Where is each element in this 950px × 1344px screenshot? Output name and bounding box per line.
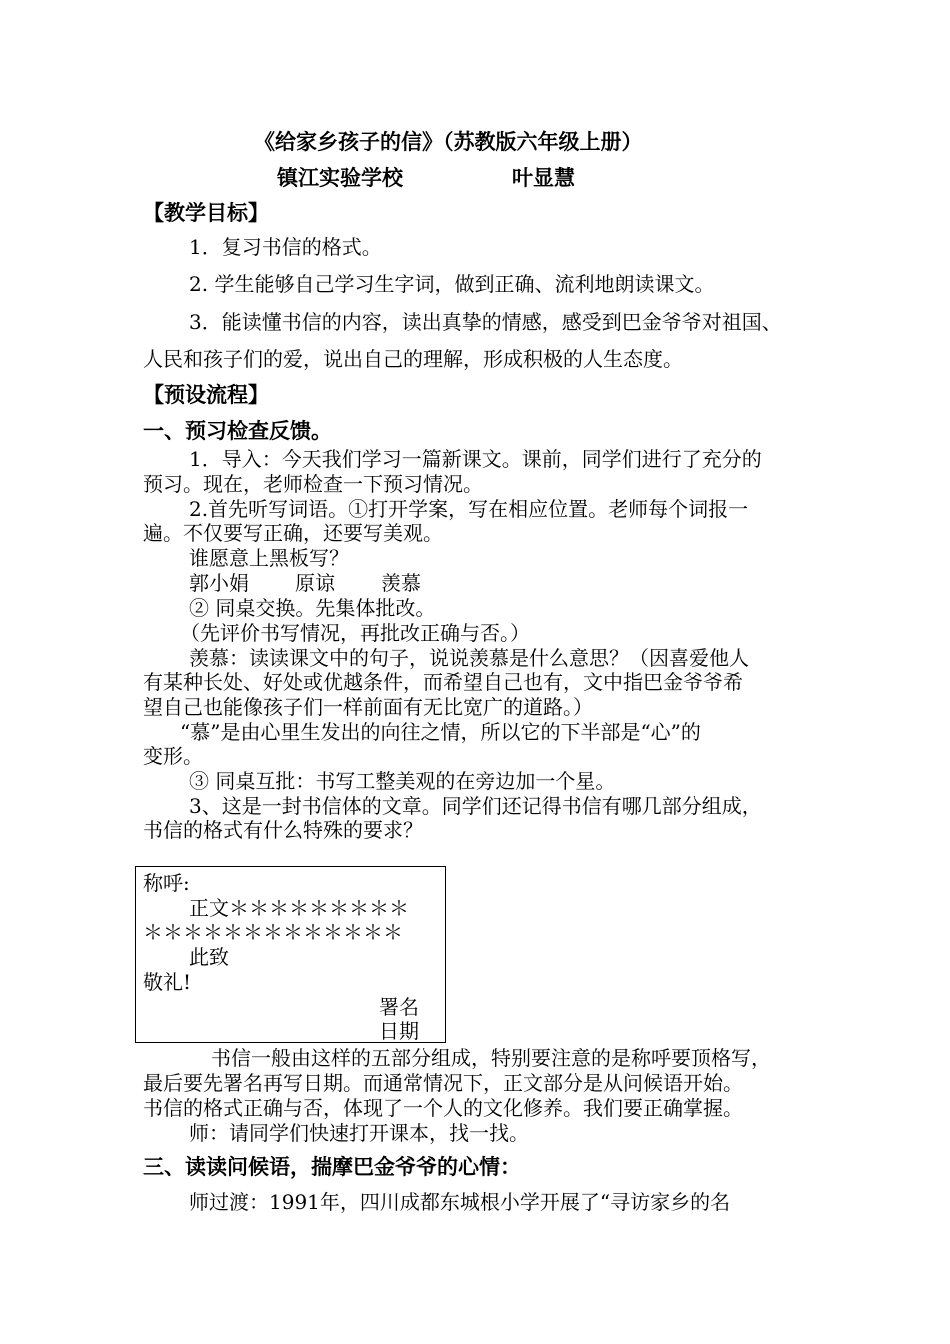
- paragraph-dictation-line2: 遍。不仅要写正确，还要写美观。: [143, 521, 443, 545]
- teacher-instruction: 师：请同学们快速打开课本，找一找。: [189, 1121, 529, 1145]
- paragraph-mu-line2: 变形。: [143, 744, 203, 768]
- goal-item-3-line2: 人民和孩子们的爱，说出自己的理解，形成积极的人生态度。: [143, 347, 683, 371]
- letter-body-line1: 正文＊＊＊＊＊＊＊＊＊: [189, 896, 409, 920]
- word-1: 郭小娟: [189, 571, 249, 595]
- letter-explanation-line2: 最后要先署名再写日期。而通常情况下，正文部分是从问候语开始。: [143, 1071, 743, 1095]
- paragraph-evaluate: （先评价书写情况，再批改正确与否。）: [180, 621, 530, 645]
- letter-date: 日期: [379, 1019, 419, 1043]
- paragraph-intro-line1: 1．导入：今天我们学习一篇新课文。课前，同学们进行了充分的: [189, 447, 762, 471]
- document-title: 《给家乡孩子的信》（苏教版六年级上册）: [254, 130, 643, 154]
- paragraph-envy-line3: 望自己也能像孩子们一样前面有无比宽广的道路。）: [143, 695, 593, 719]
- word-2: 原谅: [295, 571, 335, 595]
- letter-body-line2: ＊＊＊＊＊＊＊＊＊＊＊＊＊: [143, 920, 403, 944]
- goal-item-3-line1: 3．能读懂书信的内容，读出真挚的情感，感受到巴金爷爷对祖国、: [189, 310, 782, 334]
- section-3-heading: 三、读读问候语，揣摩巴金爷爷的心情：: [143, 1155, 521, 1179]
- letter-explanation-line1: 书信一般由这样的五部分组成，特别要注意的是称呼要顶格写，: [211, 1046, 771, 1070]
- paragraph-intro-line2: 预习。现在，老师检查一下预习情况。: [143, 472, 483, 496]
- paragraph-envy-line2: 有某种长处、好处或优越条件，而希望自己也有，文中指巴金爷爷希: [143, 670, 743, 694]
- letter-explanation-line3: 书信的格式正确与否，体现了一个人的文化修养。我们要正确掌握。: [143, 1096, 743, 1120]
- paragraph-mu-line1: “慕”是由心里生发出的向往之情，所以它的下半部是“心”的: [180, 720, 701, 744]
- goal-item-2: 2. 学生能够自己学习生字词，做到正确、流利地朗读课文。: [189, 272, 715, 296]
- paragraph-letter-question-line1: 3、这是一封书信体的文章。同学们还记得书信有哪几部分组成，: [189, 794, 762, 818]
- paragraph-dictation-line1: 2.首先听写词语。①打开学案，写在相应位置。老师每个词报一: [189, 497, 749, 521]
- section-1-heading: 一、预习检查反馈。: [143, 419, 332, 443]
- author-name: 叶显慧: [512, 166, 575, 190]
- paragraph-letter-question-line2: 书信的格式有什么特殊的要求？: [143, 818, 423, 842]
- letter-signature: 署名: [379, 995, 419, 1019]
- letter-closing-1: 此致: [189, 945, 229, 969]
- section-3-paragraph: 师过渡：1991年，四川成都东城根小学开展了“寻访家乡的名: [189, 1190, 731, 1214]
- paragraph-envy-line1: 羡慕：读读课文中的句子，说说羡慕是什么意思？（因喜爱他人: [189, 646, 749, 670]
- letter-closing-2: 敬礼!: [143, 970, 192, 994]
- word-3: 羡慕: [381, 571, 421, 595]
- word-list: [189, 571, 421, 595]
- paragraph-exchange: ② 同桌交换。先集体批改。: [189, 596, 436, 620]
- paragraph-volunteer: 谁愿意上黑板写？: [189, 546, 349, 570]
- goals-heading: 【教学目标】: [143, 201, 269, 225]
- flow-heading: 【预设流程】: [143, 383, 269, 407]
- paragraph-peer-check: ③ 同桌互批：书写工整美观的在旁边加一个星。: [189, 769, 616, 793]
- letter-salutation: 称呼:: [143, 871, 190, 895]
- school-name: 镇江实验学校: [277, 166, 403, 190]
- goal-item-1: 1．复习书信的格式。: [189, 235, 382, 259]
